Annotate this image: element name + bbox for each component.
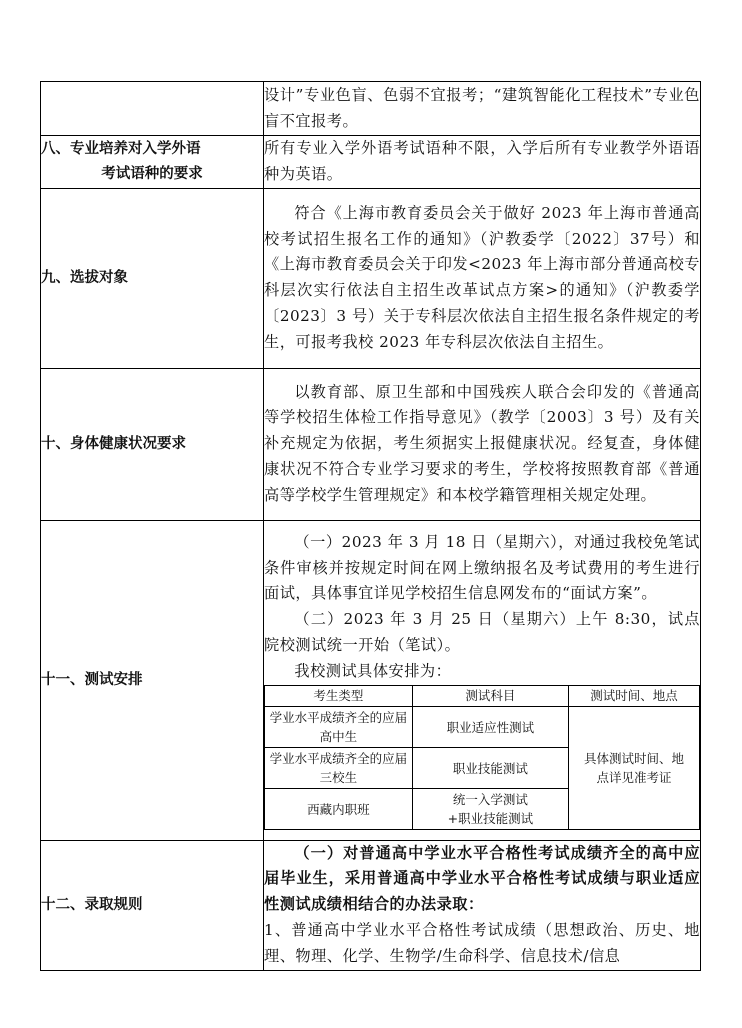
column-header: 测试时间、地点: [569, 686, 700, 707]
column-header: 考生类型: [265, 686, 413, 707]
row-content: [264, 82, 701, 136]
row-label: [41, 520, 264, 840]
row-label: [41, 136, 264, 189]
content-text: 1、普通高中学业水平合格性考试成绩（思想政治、历史、地理、物理、化学、生物学/生命科学、信息技术/信息: [264, 920, 700, 965]
content-text: 以教育部、原卫生部和中国残疾人联合会印发的《普通高等学校招生体检工作指导意见》（教学〔2003〕3 号）及有关补充规定为依据，考生须据实上报健康状况。经复查，身体健康状况不符合专业学习要求的考生，学校将按照教育部《普通高等学校学生管理规定》和本校学籍管理相关规定处理。: [264, 382, 700, 504]
row-label-empty: [41, 82, 264, 136]
content-text: 设计”专业色盲、色弱不宜报考；“建筑智能化工程技术”专业色盲不宜报考。: [264, 85, 700, 130]
row-label: [41, 368, 264, 520]
label-text: 十一、测试安排: [41, 671, 143, 688]
test-subject-cell: 职业技能测试: [412, 748, 568, 789]
test-schedule-table: [264, 685, 700, 830]
row-content: [264, 368, 701, 520]
candidate-type-cell: 学业水平成绩齐全的应届三校生: [265, 748, 413, 789]
row-content: [264, 188, 701, 368]
row-label: [41, 840, 264, 970]
table-row: [41, 82, 701, 136]
candidate-type-cell: 学业水平成绩齐全的应届高中生: [265, 707, 413, 748]
subject-line: +职业技能测试: [447, 811, 534, 827]
row-label: [41, 188, 264, 368]
content-text: 所有专业入学外语考试语种不限，入学后所有专业教学外语语种为英语。: [264, 139, 700, 183]
label-text: 九、选拔对象: [41, 269, 128, 286]
test-subject-cell: 职业适应性测试: [412, 707, 568, 748]
subject-line: 统一入学测试: [452, 792, 528, 808]
column-header: 测试科目: [412, 686, 568, 707]
label-text: 十二、录取规则: [41, 896, 143, 913]
table-row: [41, 136, 701, 189]
time-place-cell: 具体测试时间、地点详见准考证: [569, 707, 700, 830]
row-content: [264, 136, 701, 189]
candidate-type-cell: 西藏内职班: [265, 789, 413, 830]
table-row: [41, 840, 701, 970]
table-row: [41, 368, 701, 520]
table-row: [41, 188, 701, 368]
content-text: （二）2023 年 3 月 25 日（星期六）上午 8:30，试点院校测试统一开始（笔试）。: [264, 610, 700, 654]
admission-info-table: [40, 81, 701, 971]
table-row: [41, 520, 701, 840]
content-text: 我校测试具体安排为：: [294, 661, 452, 680]
row-content: [264, 520, 701, 840]
test-subject-cell: [412, 789, 568, 830]
row-content: [264, 840, 701, 970]
label-line: 考试语种的要求: [101, 165, 203, 182]
label-line: 八、专业培养对入学外语: [41, 140, 201, 157]
table-row: [265, 707, 700, 748]
content-text: （一）2023 年 3 月 18 日（星期六），对通过我校免笔试条件审核并按规定时间在网上缴纳报名及考试费用的考生进行面试，具体事宜详见学校招生信息网发布的“面试方案”。: [264, 532, 700, 603]
content-text: 符合《上海市教育委员会关于做好 2023 年上海市普通高校考试招生报名工作的通知》（沪教委学〔2022〕37号）和《上海市教育委员会关于印发<2023 年上海市部分普通高校专科层次实行依法自主招生改革试点方案>的通知》（沪教委学〔2023〕3 号）关于专科层次依法自主招生报名条件规定的考生，可报考我校 2023 年专科层次依法自主招生。: [264, 203, 700, 351]
table-header-row: [265, 686, 700, 707]
content-text-bold: （一）对普通高中学业水平合格性考试成绩齐全的高中应届毕业生，采用普通高中学业水平合格性考试成绩与职业适应性测试成绩相结合的办法录取：: [264, 843, 700, 914]
label-text: 十、身体健康状况要求: [41, 435, 186, 452]
